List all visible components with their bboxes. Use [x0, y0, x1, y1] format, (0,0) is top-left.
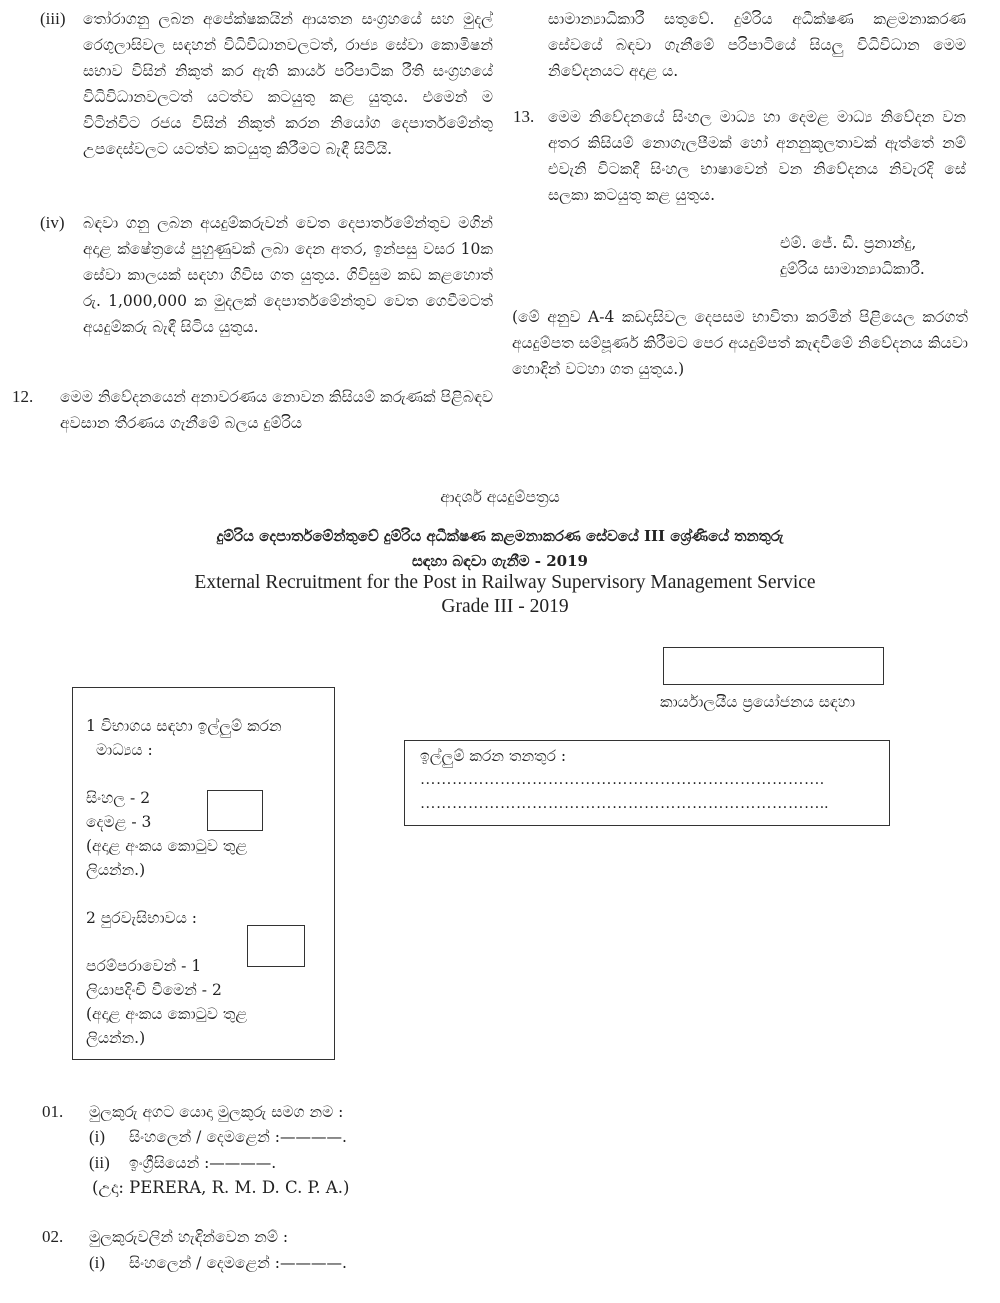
medium-code-box[interactable] [207, 790, 263, 831]
office-use-box[interactable] [663, 647, 884, 685]
medium-heading-line-2: මාධ්‍යය : [96, 741, 153, 759]
field-02-sub-i-label: (i) [89, 1253, 106, 1272]
medium-instruction-2: ලියන්න.) [86, 861, 146, 879]
field-02-sinhala-tamil-name[interactable]: සිංහලෙන් / දෙමළෙන් :————. [129, 1254, 347, 1272]
item-12-text: මෙම නිවේදනයෙන් අනාවරණය නොවන කිසියම් කරුණක් පිළිබඳව අවසාන තීරණය ගැනීමේ බලය දුම්රිය [60, 388, 493, 432]
post-applied-line-2[interactable]: ………………………………………………………………….. [420, 795, 829, 812]
sinhala-title-line-1: දුම්රිය දෙපාර්තමේන්තුවේ දුම්රිය අධීක්ෂණ කළමනාකරණ සේවයේ III ශ්‍රේණියේ තනතුරු [216, 527, 784, 545]
field-02-label: මුලකුරුවලින් හැඳින්වෙන නම් : [89, 1228, 289, 1246]
citizenship-code-box[interactable] [247, 925, 305, 967]
item-13-text: මෙම නිවේදනයේ සිංහල මාධ්‍ය හා දෙමළ මාධ්‍ය නිවේදන වන අතර කිසියම් නොගැලපීමක් හෝ අනනුකූලතාවක් ඇත්තේ නම් එවැනි විටකදී සිංහල භාෂාවෙන් වන නිවේදනය නිවැරදි සේ සලකා කටයුතු කළ යුතුය. [548, 108, 966, 204]
item-iii-text: තෝරාගනු ලබන අපේක්ෂකයින් ආයතන සංග්‍රහයේ සහ මුදල් රෙගුලාසිවල සඳහන් විධිවිධානවලටත්, රාජ්‍ය සේවා කොමිෂන් සභාව විසින් නිකුත් කර ඇති කාර්ය පරිපාටික රීති සංග්‍රහයේ විධිවිධානවලටත් යටත්ව කටයුතු කළ යුතුය. එමෙන් ම විටින්විට රජය විසින් නිකුත් කරන නියෝග දෙපාර්තමේන්තු උපදෙස්වලට යටත්ව කටයුතු කිරීමට බැඳී සිටියි. [83, 10, 493, 158]
item-13-label: 13. [513, 107, 535, 126]
post-applied-label: ඉල්ලුම් කරන තනතුර : [420, 747, 567, 765]
field-01-example: (උදා: PERERA, R. M. D. C. P. A.) [92, 1178, 350, 1197]
item-iii-label: (iii) [40, 9, 66, 28]
field-01-sub-i-label: (i) [89, 1127, 106, 1146]
citizenship-instruction-1: (අදාළ අංකය කොටුව තුළ [86, 1005, 248, 1023]
option-tamil: දෙමළ - 3 [86, 813, 152, 831]
citizenship-heading: 2 පුරවැසිභාවය : [86, 909, 197, 927]
field-01-label: මුලකුරු අගට යොදා මුලකුරු සමග නම : [89, 1103, 344, 1121]
english-title-line-2: Grade III - 2019 [441, 596, 569, 617]
post-applied-line-1[interactable]: …………………………………………………………………. [420, 771, 825, 788]
signature-title: දුම්රිය සාමාන්‍යාධිකාරී. [780, 260, 925, 278]
item-12-label: 12. [12, 387, 34, 406]
item-iv-label: (iv) [40, 213, 65, 232]
english-title-line-1: External Recruitment for the Post in Railway Supervisory Management Service [194, 572, 816, 593]
application-note: (මේ අනුව A-4 කඩදාසිවල දෙපසම භාවිතා කරමින් පිළියෙල කරගත් අයදුම්පත සම්පූර්ණ කිරීමට පෙර අයදුම්පත් කැඳවීමේ නිවේදනය කියවා හොඳින් වටහා ගත යුතුය.) [512, 308, 968, 378]
field-02-number: 02. [42, 1227, 64, 1246]
medium-heading-line-1: 1 විභාගය සඳහා ඉල්ලුම් කරන [86, 717, 282, 735]
option-sinhala: සිංහල - 2 [86, 789, 151, 807]
field-01-sub-ii-label: (ii) [89, 1153, 110, 1172]
office-use-label: කාර්යාලයීය ප්‍රයෝජනය සඳහා [660, 693, 856, 711]
medium-instruction-1: (අදාළ අංකය කොටුව තුළ [86, 837, 248, 855]
option-by-descent: පරම්පරාවෙන් - 1 [86, 957, 202, 975]
item-iv-text: බඳවා ගනු ලබන අයදුම්කරුවන් වෙත දෙපාර්තමේන්තුව මගින් අදාළ ක්ෂේත්‍රයේ පුහුණුවක් ලබා දෙන අතර, ඉන්පසු වසර 10ක සේවා කාලයක් සඳහා ගිවිස ගත යුතුය. ගිවිසුම කඩ කළහොත් රු. 1,000,000 ක මුදලක් දෙපාර්තමේන්තුව වෙත ගෙවීමටත් අයදුම්කරු බැඳී සිටිය යුතුය. [83, 214, 493, 336]
signature-name: එම්. ජේ. ඩී. ප්‍රනාන්දු, [780, 234, 917, 252]
item-12-continuation: සාමාන්‍යාධිකාරී සතුවේ. දුම්රිය අධීක්ෂණ කළමනාකරණ සේවයේ බඳවා ගැනීමේ පරිපාටියේ සියලු විධිවිධාන මෙම නිවේදනයට අදාළ ය. [548, 10, 966, 80]
sinhala-title-line-2: සඳහා බඳවා ගැනීම - 2019 [411, 552, 588, 570]
field-01-number: 01. [42, 1102, 64, 1121]
model-application-label: ආදර්ශ අයදුම්පත්‍රය [440, 488, 560, 506]
citizenship-instruction-2: ලියන්න.) [86, 1029, 146, 1047]
option-by-registration: ලියාපදිංචි වීමෙන් - 2 [86, 981, 222, 999]
field-01-sinhala-tamil-name[interactable]: සිංහලෙන් / දෙමළෙන් :————. [129, 1128, 347, 1146]
field-01-english-name[interactable]: ඉංග්‍රීසියෙන් :————. [129, 1154, 277, 1172]
